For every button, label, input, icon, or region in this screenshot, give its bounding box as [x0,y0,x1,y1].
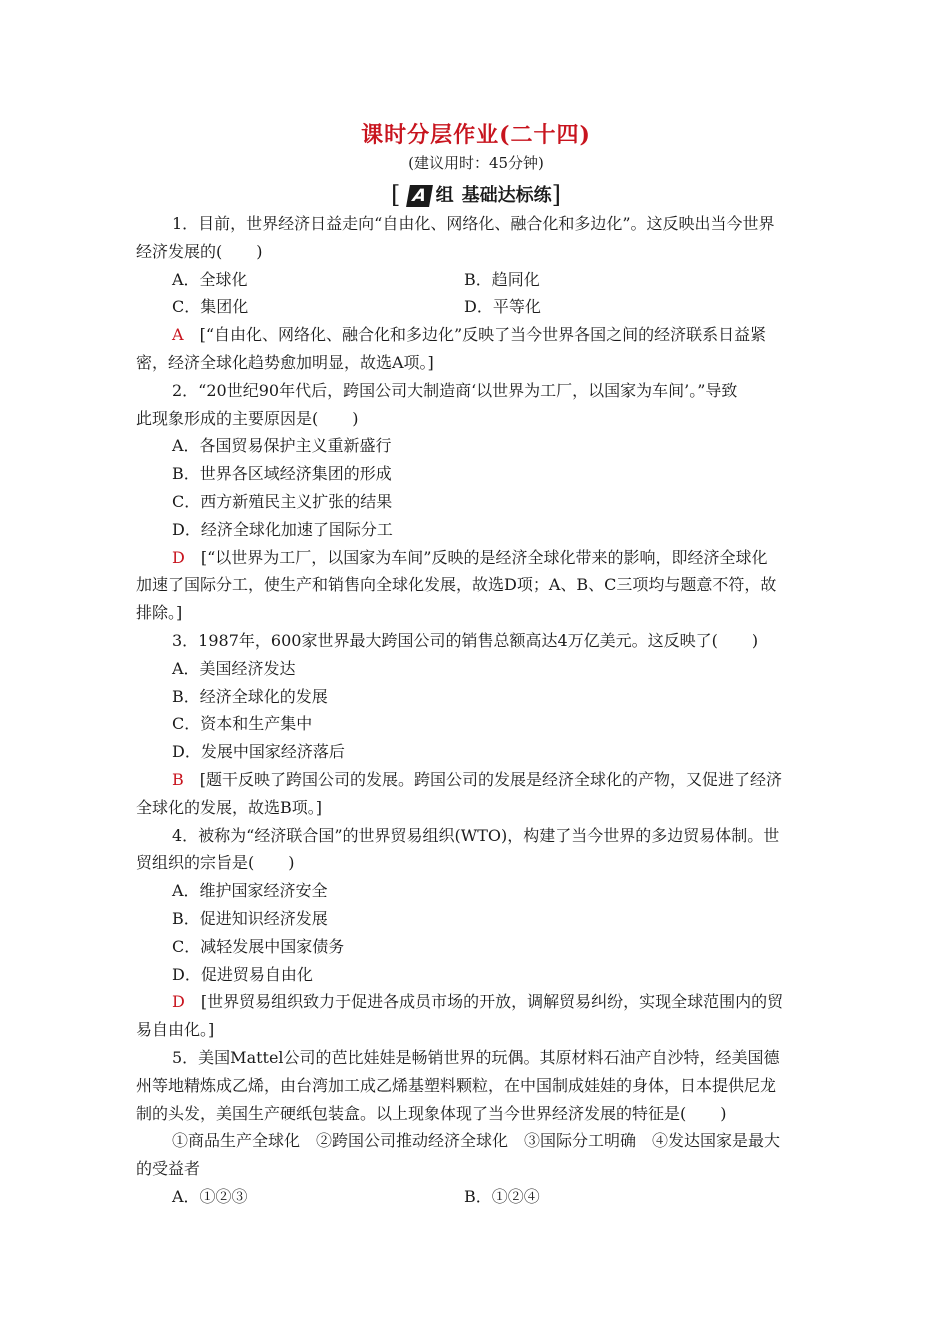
page-title: 课时分层作业(二十四) [361,122,591,148]
question-stem-cont: 经济发展的( ) [136,241,263,261]
question-stem: 3．1987年，600家世界最大跨国公司的销售总额高达4万亿美元。这反映了( ) [172,630,759,650]
option-d: D．发展中国家经济落后 [172,742,345,762]
option-a: A．美国经济发达 [172,658,296,678]
question-stem-cont: 贸组织的宗旨是( ) [136,853,295,873]
option-d: D．促进贸易自由化 [172,964,313,984]
option-a: A．①②③ [172,1186,248,1206]
option-row [136,293,816,321]
option-d: D．经济全球化加速了国际分工 [172,519,393,539]
answer-explanation-cont: 排除。] [136,603,183,623]
section-title: 基础达标练 [461,185,552,206]
question-2 [136,377,816,627]
question-4 [136,822,816,1044]
question-3 [136,627,816,822]
question-1 [136,210,816,377]
option-c: C．减轻发展中国家债务 [172,936,345,956]
question-stem: 1．目前，世界经济日益走向“自由化、网络化、融合化和多边化”。这反映出当今世界 [172,214,775,233]
option-c: C．集团化 [172,297,249,317]
answer-explanation: A [“自由化、网络化、融合化和多边化”反映了当今世界各国之间的经济联系日益紧 [172,325,767,345]
option-c: C．资本和生产集中 [172,714,313,734]
answer-explanation-cont: 密，经济全球化趋势愈加明显，故选A项。] [136,352,434,372]
question-stem: 4．被称为“经济联合国”的世界贸易组织(WTO)，构建了当今世界的多边贸易体制。世 [172,825,780,845]
left-bracket: [ [391,181,401,209]
option-b: B．经济全球化的发展 [172,686,328,706]
option-b: B．①②④ [464,1186,540,1206]
question-stem-cont: 制的头发，美国生产硬纸包装盒。以上现象体现了当今世界经济发展的特征是( ) [136,1103,727,1123]
question-5 [136,1044,816,1211]
answer-explanation: D [世界贸易组织致力于促进各成员市场的开放，调解贸易纠纷，实现全球范围内的贸 [172,992,784,1012]
answer-explanation-cont: 加速了国际分工，使生产和销售向全球化发展，故选D项；A、B、C三项均与题意不符，故 [136,575,777,595]
answer-letter: D [172,992,185,1012]
group-label: 组 [435,185,454,206]
option-row [136,266,816,294]
group-letter-badge: A [406,185,433,207]
right-bracket: ] [551,181,561,209]
worksheet-page [136,120,816,1211]
option-b: B．世界各区域经济集团的形成 [172,464,392,484]
option-a: A．各国贸易保护主义重新盛行 [172,436,392,456]
section-heading [136,180,816,210]
answer-explanation-cont: 易自由化。] [136,1020,215,1040]
answer-explanation: D [“以世界为工厂，以国家为车间”反映的是经济全球化带来的影响，即经济全球化 [172,547,768,567]
option-a: A．维护国家经济安全 [172,881,328,901]
answer-letter: B [172,769,184,789]
answer-explanation-cont: 全球化的发展，故选B项。] [136,797,323,817]
option-row [136,1183,816,1211]
answer-explanation: B [题干反映了跨国公司的发展。跨国公司的发展是经济全球化的产物，又促进了经济 [172,769,783,789]
question-stem: 2．“20世纪90年代后，跨国公司大制造商‘以世界为工厂，以国家为车间’。”导致 [172,380,738,400]
answer-letter: A [172,325,184,345]
answer-letter: D [172,547,185,567]
option-b: B．促进知识经济发展 [172,908,328,928]
question-stem-cont: 此现象形成的主要原因是( ) [136,408,359,428]
suggested-time: (建议用时：45分钟) [408,154,544,172]
option-c: C．西方新殖民主义扩张的结果 [172,491,393,511]
option-b: B．趋同化 [464,269,540,289]
question-stem-cont: 州等地精炼成乙烯，由台湾加工成乙烯基塑料颗粒，在中国制成娃娃的身体，日本提供尼龙 [136,1075,777,1095]
option-a: A．全球化 [172,269,248,289]
question-stem: 5．美国Mattel公司的芭比娃娃是畅销世界的玩偶。其原材料石油产自沙特，经美国德 [172,1047,780,1067]
option-d: D．平等化 [464,297,541,317]
statement-items: ①商品生产全球化 ②跨国公司推动经济全球化 ③国际分工明确 ④发达国家是最大 [172,1131,781,1151]
statement-items-cont: 的受益者 [136,1159,201,1179]
